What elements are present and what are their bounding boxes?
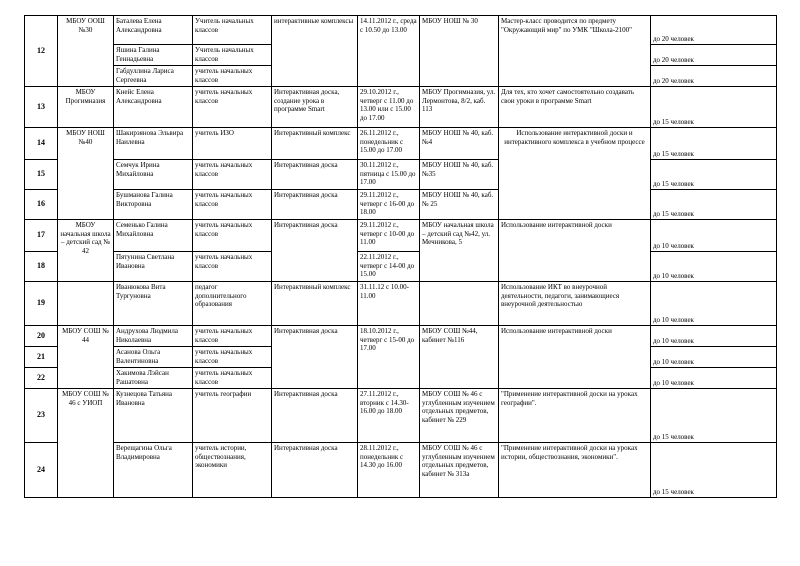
- teacher-name: Пятунина Светлана Ивановна: [114, 252, 193, 282]
- teacher-name: Кнейс Елена Александровна: [114, 87, 193, 128]
- equipment-cell: Интерактивная доска: [272, 220, 358, 282]
- equipment-cell: Интерактивная доска: [272, 190, 358, 220]
- teacher-name: Яшина Галина Геннадьевна: [114, 45, 193, 66]
- row-number: 24: [25, 443, 58, 498]
- schedule-table: [24, 15, 777, 498]
- topic-cell: Использование интерактивной доски: [499, 326, 651, 389]
- table-row: [25, 326, 777, 347]
- school-cell: МБОУ НОШ №40: [58, 128, 114, 220]
- position-cell: учитель начальных классов: [193, 87, 272, 128]
- count-cell: до 15 человек: [651, 160, 777, 190]
- school-cell: МБОУ Прогимназия: [58, 87, 114, 128]
- date-cell: 30.11.2012 г., пятница с 15.00 до 17.00: [358, 160, 420, 190]
- count-cell: до 10 человек: [651, 347, 777, 368]
- teacher-name: Габдуллина Лариса Сергеевна: [114, 66, 193, 87]
- row-number: 21: [25, 347, 58, 368]
- date-cell: 22.11.2012 г., четверг с 14-00 до 15.00: [358, 252, 420, 282]
- row-number: 17: [25, 220, 58, 252]
- table-row: [25, 16, 777, 45]
- place-cell: МБОУ СОШ № 46 с углубленным изучением отдельных предметов, кабинет № 229: [420, 389, 499, 443]
- place-cell: МБОУ НОШ № 40, каб. №35: [420, 160, 499, 190]
- table-row: [25, 443, 777, 498]
- date-cell: 29.10.2012 г., четверг с 11.00 до 13.00 или с 15.00 до 17.00: [358, 87, 420, 128]
- count-cell: до 10 человек: [651, 282, 777, 326]
- row-number: 19: [25, 282, 58, 326]
- position-cell: учитель истории, обществознания, экономики: [193, 443, 272, 498]
- row-number: 12: [25, 16, 58, 87]
- school-cell: МБОУ СОШ № 46 с УИОП: [58, 389, 114, 498]
- teacher-name: Андрухова Людмила Николаевна: [114, 326, 193, 347]
- count-cell: до 10 человек: [651, 368, 777, 389]
- position-cell: учитель начальных классов: [193, 368, 272, 389]
- topic-cell: Использование интерактивной доски и интерактивного комплекса в учебном процессе: [499, 128, 651, 220]
- position-cell: учитель начальных классов: [193, 347, 272, 368]
- school-cell: [58, 282, 114, 326]
- date-cell: 28.11.2012 г., понедельник с 14.30 до 16.00: [358, 443, 420, 498]
- count-cell: до 20 человек: [651, 66, 777, 87]
- place-cell: [420, 282, 499, 326]
- row-number: 22: [25, 368, 58, 389]
- teacher-name: Баталева Елена Александровна: [114, 16, 193, 45]
- teacher-name: Иванюкова Вита Тургуновна: [114, 282, 193, 326]
- date-cell: 27.11.2012 г., вторник с 14.30-16.00 до 18.00: [358, 389, 420, 443]
- place-cell: МБОУ СОШ №44, кабинет №116: [420, 326, 499, 389]
- date-cell: 14.11.2012 г., среда с 10.50 до 13.00: [358, 16, 420, 87]
- table-row: [25, 282, 777, 326]
- position-cell: учитель начальных классов: [193, 252, 272, 282]
- equipment-cell: Интерактивная доска: [272, 160, 358, 190]
- teacher-name: Кузнецова Татьяна Ивановна: [114, 389, 193, 443]
- count-cell: до 10 человек: [651, 326, 777, 347]
- position-cell: учитель ИЗО: [193, 128, 272, 160]
- equipment-cell: Интерактивный комплекс: [272, 128, 358, 160]
- count-cell: до 20 человек: [651, 45, 777, 66]
- row-number: 16: [25, 190, 58, 220]
- teacher-name: Хакимова Лэйсан Рашатовна: [114, 368, 193, 389]
- equipment-cell: Интерактивная доска: [272, 443, 358, 498]
- row-number: 23: [25, 389, 58, 443]
- school-cell: МБОУ СОШ № 44: [58, 326, 114, 389]
- equipment-cell: Интерактивная доска: [272, 326, 358, 389]
- place-cell: МБОУ СОШ № 46 с углубленным изучением отдельных предметов, кабинет № 313а: [420, 443, 499, 498]
- teacher-name: Бушманова Галина Викторовна: [114, 190, 193, 220]
- table-row: [25, 87, 777, 128]
- position-cell: учитель начальных классов: [193, 66, 272, 87]
- position-cell: педагог дополнительного образования: [193, 282, 272, 326]
- position-cell: учитель географии: [193, 389, 272, 443]
- count-cell: до 15 человек: [651, 87, 777, 128]
- place-cell: МБОУ Прогимназия, ул. Лермонтова, 8/2, каб. 113: [420, 87, 499, 128]
- place-cell: МБОУ НОШ № 30: [420, 16, 499, 87]
- equipment-cell: Интерактивный комплекс: [272, 282, 358, 326]
- school-cell: МБОУ начальная школа – детский сад № 42: [58, 220, 114, 282]
- place-cell: МБОУ НОШ № 40, каб. №4: [420, 128, 499, 160]
- teacher-name: Верещагина Ольга Владимировна: [114, 443, 193, 498]
- position-cell: учитель начальных классов: [193, 326, 272, 347]
- place-cell: МБОУ начальная школа – детский сад №42, ул. Мечникова, 5: [420, 220, 499, 282]
- count-cell: до 15 человек: [651, 389, 777, 443]
- table-row: [25, 389, 777, 443]
- teacher-name: Асанова Ольга Валентиновна: [114, 347, 193, 368]
- topic-cell: Использование ИКТ во внеурочной деятельности, педагоги, занимающиеся внеурочной деятельностью: [499, 282, 651, 326]
- table-row: [25, 160, 777, 190]
- teacher-name: Шакирзянова Эльвира Наилевна: [114, 128, 193, 160]
- date-cell: 18.10.2012 г., четверг с 15-00 до 17.00: [358, 326, 420, 389]
- count-cell: до 10 человек: [651, 220, 777, 252]
- count-cell: до 15 человек: [651, 190, 777, 220]
- teacher-name: Семенько Галина Михайловна: [114, 220, 193, 252]
- teacher-name: Семчук Ирина Михайловна: [114, 160, 193, 190]
- topic-cell: "Применение интерактивной доски на уроках истории, обществознания, экономики".: [499, 443, 651, 498]
- place-cell: МБОУ НОШ № 40, каб. № 25: [420, 190, 499, 220]
- position-cell: учитель начальных классов: [193, 220, 272, 252]
- table-row: [25, 220, 777, 252]
- topic-cell: Для тех, кто хочет самостоятельно создавать свои уроки в программе Smart: [499, 87, 651, 128]
- equipment-cell: Интерактивная доска, создание урока в программе Smart: [272, 87, 358, 128]
- position-cell: Учитель начальных классов: [193, 45, 272, 66]
- equipment-cell: интерактивные комплексы: [272, 16, 358, 87]
- table-row: [25, 190, 777, 220]
- row-number: 15: [25, 160, 58, 190]
- table-row: [25, 252, 777, 282]
- position-cell: учитель начальных классов: [193, 190, 272, 220]
- row-number: 14: [25, 128, 58, 160]
- count-cell: до 15 человек: [651, 443, 777, 498]
- date-cell: 31.11.12 с 10.00-11.00: [358, 282, 420, 326]
- position-cell: Учитель начальных классов: [193, 16, 272, 45]
- date-cell: 26.11.2012 г., понедельник с 15.00 до 17.00: [358, 128, 420, 160]
- row-number: 18: [25, 252, 58, 282]
- school-cell: МБОУ ООШ №30: [58, 16, 114, 87]
- topic-cell: Мастер-класс проводится по предмету "Окружающий мир" по УМК "Школа-2100": [499, 16, 651, 87]
- position-cell: учитель начальных классов: [193, 160, 272, 190]
- date-cell: 29.11.2012 г., четверг с 10-00 до 11.00: [358, 220, 420, 252]
- row-number: 20: [25, 326, 58, 347]
- date-cell: 29.11.2012 г., четверг с 16-00 до 18.00: [358, 190, 420, 220]
- topic-cell: "Применение интерактивной доски на уроках географии".: [499, 389, 651, 443]
- equipment-cell: Интерактивная доска: [272, 389, 358, 443]
- table-row: [25, 128, 777, 160]
- count-cell: до 15 человек: [651, 128, 777, 160]
- topic-cell: Использование интерактивной доски: [499, 220, 651, 282]
- count-cell: до 20 человек: [651, 16, 777, 45]
- row-number: 13: [25, 87, 58, 128]
- count-cell: до 10 человек: [651, 252, 777, 282]
